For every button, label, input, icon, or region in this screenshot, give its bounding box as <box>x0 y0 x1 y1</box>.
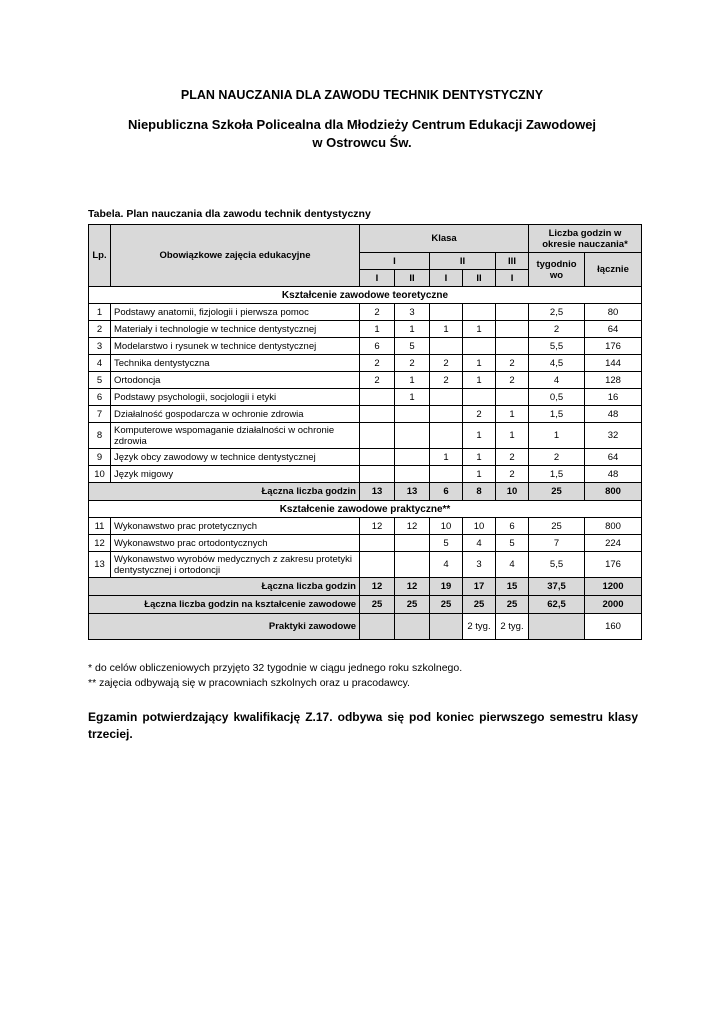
cell-lacznie: 144 <box>585 355 642 372</box>
section-practice: Kształcenie zawodowe praktyczne** <box>89 501 642 518</box>
cell-value <box>496 304 529 321</box>
cell-value <box>395 423 430 449</box>
cell-value <box>395 449 430 466</box>
cell-lp: 5 <box>89 372 111 389</box>
header-klasa: Klasa <box>360 225 529 253</box>
cell-lacznie: 48 <box>585 466 642 483</box>
cell-value: 8 <box>463 483 496 501</box>
cell-lp: 3 <box>89 338 111 355</box>
table-row <box>89 304 642 321</box>
cell-lacznie: 224 <box>585 535 642 552</box>
header-tygodniowo: tygodnio wo <box>529 253 585 287</box>
header-klasa-2: II <box>430 253 496 270</box>
cell-lacznie: 160 <box>585 614 642 640</box>
cell-value: 6 <box>430 483 463 501</box>
header-semester: I <box>360 270 395 287</box>
cell-tygodniowo: 25 <box>529 518 585 535</box>
cell-empty <box>529 614 585 640</box>
cell-value <box>395 535 430 552</box>
cell-subject: Działalność gospodarcza w ochronie zdrowia <box>111 406 360 423</box>
cell-tygodniowo: 1 <box>529 423 585 449</box>
cell-value <box>496 321 529 338</box>
cell-value: 25 <box>496 596 529 614</box>
cell-value: 2 <box>496 466 529 483</box>
cell-tygodniowo: 5,5 <box>529 552 585 578</box>
cell-value: 25 <box>360 596 395 614</box>
cell-value: 2 <box>496 355 529 372</box>
cell-empty <box>360 614 395 640</box>
cell-value <box>463 389 496 406</box>
cell-lacznie: 16 <box>585 389 642 406</box>
cell-tygodniowo: 37,5 <box>529 578 585 596</box>
cell-lp: 6 <box>89 389 111 406</box>
cell-value: 1 <box>463 449 496 466</box>
total-label: Łączna liczba godzin <box>89 578 360 596</box>
cell-value: 13 <box>360 483 395 501</box>
header-lacznie: łącznie <box>585 253 642 287</box>
cell-value: 2 <box>430 355 463 372</box>
cell-value: 25 <box>463 596 496 614</box>
cell-subject: Wykonawstwo prac protetycznych <box>111 518 360 535</box>
total-label: Łączna liczba godzin na kształcenie zawodowe <box>89 596 360 614</box>
curriculum-table <box>88 224 642 640</box>
cell-lp: 4 <box>89 355 111 372</box>
cell-value <box>430 466 463 483</box>
cell-value: 1 <box>496 406 529 423</box>
cell-lacznie: 1200 <box>585 578 642 596</box>
cell-value <box>430 423 463 449</box>
table-row <box>89 389 642 406</box>
cell-value: 13 <box>395 483 430 501</box>
cell-value: 3 <box>395 304 430 321</box>
praktyki-label: Praktyki zawodowe <box>89 614 360 640</box>
cell-lp: 8 <box>89 423 111 449</box>
cell-value: 1 <box>496 423 529 449</box>
cell-value: 10 <box>463 518 496 535</box>
cell-value: 5 <box>430 535 463 552</box>
cell-lacznie: 64 <box>585 321 642 338</box>
header-klasa-3: III <box>496 253 529 270</box>
grand-total-row <box>89 596 642 614</box>
cell-value: 1 <box>463 372 496 389</box>
table-row <box>89 355 642 372</box>
cell-value <box>463 338 496 355</box>
header-klasa-1: I <box>360 253 430 270</box>
cell-value: 1 <box>430 321 463 338</box>
cell-value: 10 <box>496 483 529 501</box>
praktyki-row <box>89 614 642 640</box>
cell-value <box>360 389 395 406</box>
cell-value: 6 <box>360 338 395 355</box>
table-row <box>89 535 642 552</box>
cell-value <box>360 449 395 466</box>
cell-subject: Komputerowe wspomaganie działalności w ochronie zdrowia <box>111 423 360 449</box>
cell-tygodniowo: 4 <box>529 372 585 389</box>
cell-value: 12 <box>360 518 395 535</box>
cell-lp: 11 <box>89 518 111 535</box>
cell-subject: Wykonawstwo prac ortodontycznych <box>111 535 360 552</box>
exam-note: Egzamin potwierdzający kwalifikację Z.17. odbywa się pod koniec pierwszego semestru klasy trzeciej. <box>88 710 638 741</box>
cell-lp: 12 <box>89 535 111 552</box>
cell-value: 3 <box>463 552 496 578</box>
table-row <box>89 372 642 389</box>
cell-value: 2 <box>496 372 529 389</box>
cell-value: 2 <box>496 449 529 466</box>
cell-subject: Podstawy psychologii, socjologii i etyki <box>111 389 360 406</box>
cell-lacznie: 176 <box>585 552 642 578</box>
cell-tygodniowo: 7 <box>529 535 585 552</box>
cell-tygodniowo: 0,5 <box>529 389 585 406</box>
document-title: PLAN NAUCZANIA DLA ZAWODU TECHNIK DENTYSTYCZNY <box>180 88 544 102</box>
cell-subject: Język migowy <box>111 466 360 483</box>
cell-tygodniowo: 2 <box>529 449 585 466</box>
cell-value: 4 <box>496 552 529 578</box>
cell-lacznie: 80 <box>585 304 642 321</box>
cell-value: 2 <box>360 355 395 372</box>
cell-value: 1 <box>463 423 496 449</box>
cell-subject: Ortodoncja <box>111 372 360 389</box>
cell-empty <box>395 614 430 640</box>
table-row <box>89 449 642 466</box>
cell-subject: Technika dentystyczna <box>111 355 360 372</box>
cell-value: 2 <box>430 372 463 389</box>
cell-value <box>430 389 463 406</box>
cell-value: 2 <box>360 304 395 321</box>
cell-lacznie: 64 <box>585 449 642 466</box>
cell-value: 1 <box>463 466 496 483</box>
cell-lp: 9 <box>89 449 111 466</box>
cell-value: 15 <box>496 578 529 596</box>
cell-subject: Język obcy zawodowy w technice dentystycznej <box>111 449 360 466</box>
cell-value: 1 <box>360 321 395 338</box>
cell-lacznie: 800 <box>585 483 642 501</box>
cell-value: 5 <box>496 535 529 552</box>
cell-value: 1 <box>395 321 430 338</box>
cell-value: 4 <box>430 552 463 578</box>
cell-lp: 1 <box>89 304 111 321</box>
cell-value: 25 <box>430 596 463 614</box>
cell-lp: 7 <box>89 406 111 423</box>
header-semester: II <box>463 270 496 287</box>
cell-lacznie: 2000 <box>585 596 642 614</box>
cell-tygodniowo: 1,5 <box>529 406 585 423</box>
cell-value <box>430 338 463 355</box>
cell-lacznie: 48 <box>585 406 642 423</box>
cell-lp: 10 <box>89 466 111 483</box>
cell-value <box>360 535 395 552</box>
cell-lacznie: 176 <box>585 338 642 355</box>
footnote-2: ** zajęcia odbywają się w pracowniach szkolnych oraz u pracodawcy. <box>88 677 410 689</box>
cell-value: 12 <box>395 518 430 535</box>
cell-value: 4 <box>463 535 496 552</box>
cell-value <box>360 466 395 483</box>
cell-lacznie: 128 <box>585 372 642 389</box>
cell-lacznie: 800 <box>585 518 642 535</box>
cell-tygodniowo: 62,5 <box>529 596 585 614</box>
header-semester: I <box>430 270 463 287</box>
table-row <box>89 321 642 338</box>
cell-tygodniowo: 2 <box>529 321 585 338</box>
cell-value <box>360 406 395 423</box>
school-name-line2: w Ostrowcu Św. <box>312 135 412 150</box>
table-row <box>89 338 642 355</box>
cell-lp: 2 <box>89 321 111 338</box>
cell-empty <box>430 614 463 640</box>
cell-value <box>360 423 395 449</box>
cell-value: 1 <box>430 449 463 466</box>
cell-lacznie: 32 <box>585 423 642 449</box>
cell-value: 25 <box>395 596 430 614</box>
table-row <box>89 406 642 423</box>
cell-value: 12 <box>395 578 430 596</box>
cell-value: 19 <box>430 578 463 596</box>
header-lp: Lp. <box>89 225 111 287</box>
cell-value: 1 <box>463 321 496 338</box>
cell-subject: Podstawy anatomii, fizjologii i pierwsza pomoc <box>111 304 360 321</box>
cell-value: 2 <box>395 355 430 372</box>
school-name <box>0 116 724 152</box>
cell-value: 1 <box>395 372 430 389</box>
cell-lp: 13 <box>89 552 111 578</box>
cell-tygodniowo: 2,5 <box>529 304 585 321</box>
cell-tygodniowo: 25 <box>529 483 585 501</box>
cell-tygodniowo: 1,5 <box>529 466 585 483</box>
cell-value <box>496 338 529 355</box>
cell-value <box>395 406 430 423</box>
footnotes <box>88 661 462 691</box>
cell-value: 1 <box>463 355 496 372</box>
cell-tygodniowo: 4,5 <box>529 355 585 372</box>
cell-value: 2 tyg. <box>496 614 529 640</box>
cell-value: 10 <box>430 518 463 535</box>
theory-total-row <box>89 483 642 501</box>
section-theory: Kształcenie zawodowe teoretyczne <box>89 287 642 304</box>
header-liczba-godzin: Liczba godzin w okresie nauczania* <box>529 225 642 253</box>
cell-value <box>395 552 430 578</box>
table-row <box>89 423 642 449</box>
header-subjects: Obowiązkowe zajęcia edukacyjne <box>111 225 360 287</box>
table-row <box>89 466 642 483</box>
cell-value: 2 tyg. <box>463 614 496 640</box>
cell-value <box>463 304 496 321</box>
cell-value: 17 <box>463 578 496 596</box>
cell-value <box>496 389 529 406</box>
header-semester: II <box>395 270 430 287</box>
cell-value <box>430 406 463 423</box>
cell-value: 2 <box>463 406 496 423</box>
cell-subject: Wykonawstwo wyrobów medycznych z zakresu protetyki dentystycznej i ortodoncji <box>111 552 360 578</box>
cell-subject: Modelarstwo i rysunek w technice dentystycznej <box>111 338 360 355</box>
cell-value <box>430 304 463 321</box>
school-name-line1: Niepubliczna Szkoła Policealna dla Młodzieży Centrum Edukacji Zawodowej <box>127 117 597 132</box>
total-label: Łączna liczba godzin <box>89 483 360 501</box>
table-row <box>89 518 642 535</box>
cell-value: 12 <box>360 578 395 596</box>
cell-value: 6 <box>496 518 529 535</box>
cell-value: 5 <box>395 338 430 355</box>
cell-value <box>395 466 430 483</box>
cell-subject: Materiały i technologie w technice dentystycznej <box>111 321 360 338</box>
footnote-1: * do celów obliczeniowych przyjęto 32 tygodnie w ciągu jednego roku szkolnego. <box>88 662 463 674</box>
cell-tygodniowo: 5,5 <box>529 338 585 355</box>
header-semester: I <box>496 270 529 287</box>
cell-value: 1 <box>395 389 430 406</box>
table-row <box>89 552 642 578</box>
practice-total-row <box>89 578 642 596</box>
cell-value <box>360 552 395 578</box>
cell-value: 2 <box>360 372 395 389</box>
table-caption: Tabela. Plan nauczania dla zawodu technik dentystyczny <box>88 208 371 220</box>
